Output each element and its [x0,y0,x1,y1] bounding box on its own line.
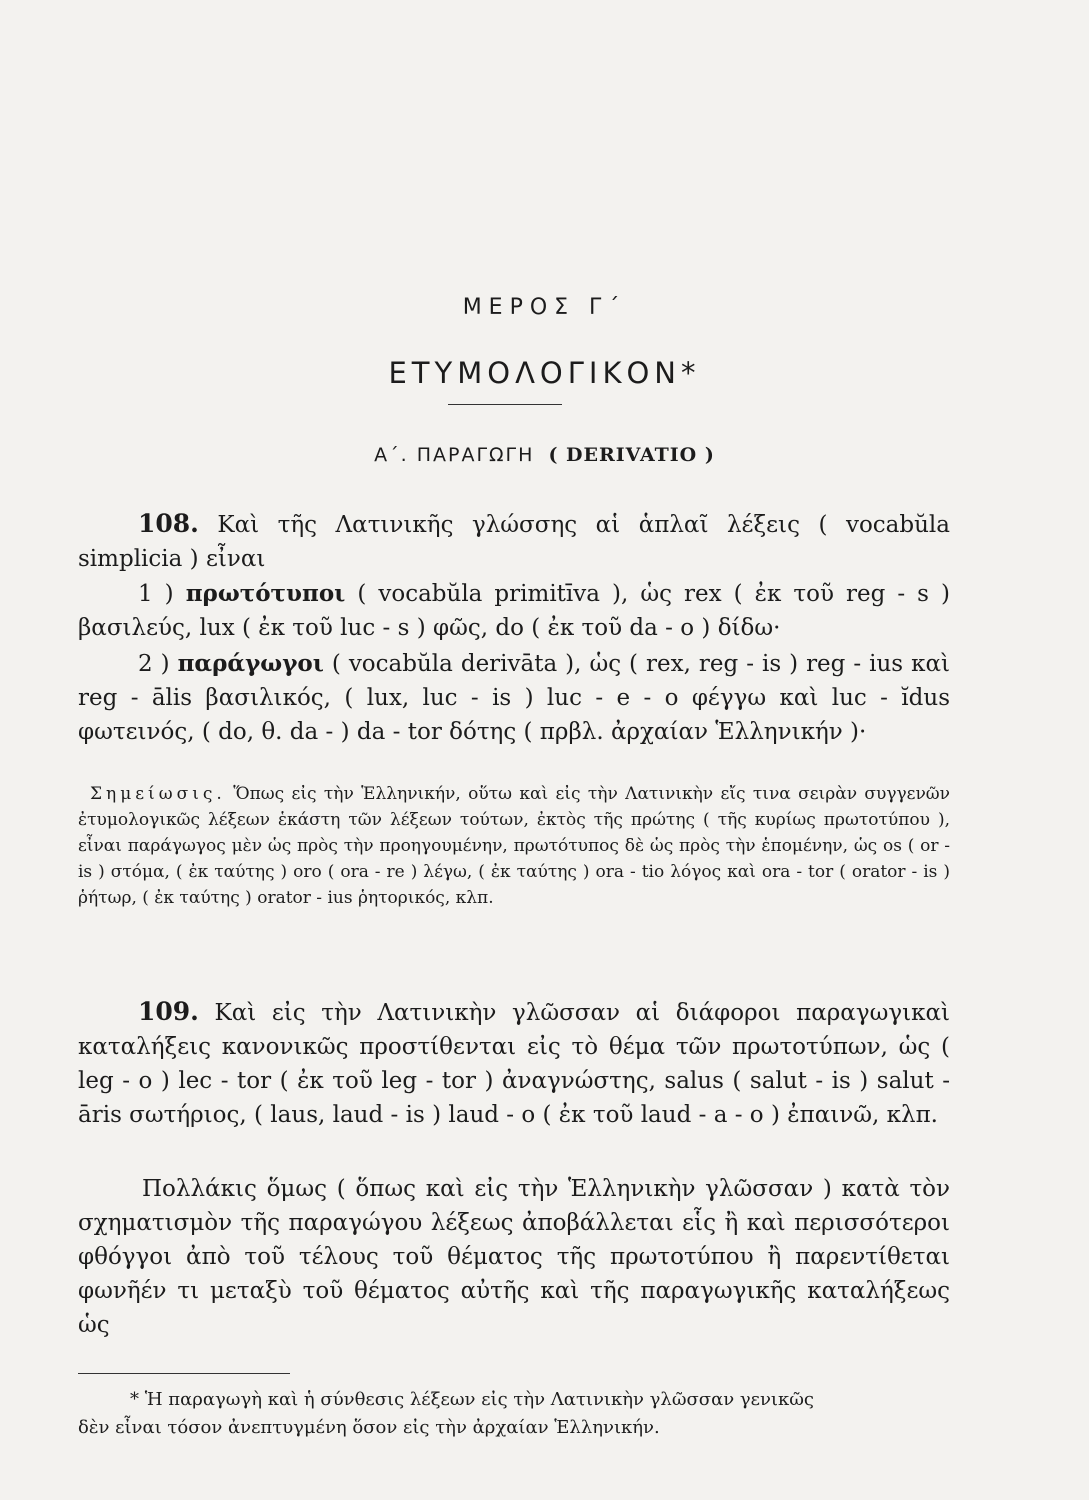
footnote [78,1386,950,1442]
item-term: πρωτότυποι [185,580,346,607]
note-block [78,781,950,911]
item-term: παράγωγοι [177,650,324,677]
paragraph-pollakis [78,1172,950,1342]
section-latin: ( DERIVATIO ) [548,444,715,466]
item-text: ( vocabŭla primitīva ), ὡς rex ( ἐκ τοῦ reg - s ) βασιλεύς, lux ( ἐκ τοῦ luc - s ) φῶς, do ( ἐκ τοῦ da - o ) δίδω· [78,581,951,641]
list-item-derived [78,647,950,749]
footnote-line-1: * Ἡ παραγωγὴ καὶ ἡ σύνθεσις λέξεων εἰς τὴν Λατινικὴν γλῶσσαν γενικῶς [130,1389,814,1410]
item-text: ( vocabŭla derivāta ), ὡς ( rex, reg - is ) reg - ius καὶ reg - ālis βασιλικός, ( lux, luc - is ) luc - e - o φέγγω καὶ luc - ĭdus φωτεινός, ( do, θ. da - ) da - tor δότης ( πρβλ. ἀρχαίαν Ἑλληνικήν )· [78,651,951,745]
list-item-primitive [78,577,950,645]
note-label: Σημείωσις. [90,784,226,804]
chapter-title: ΕΤΥΜΟΛΟΓΙΚΟΝ* [388,356,701,390]
title-rule [448,404,562,405]
part-title: ΜΕΡΟΣ Γ΄ [462,295,627,320]
item-index: 2 ) [138,651,170,677]
section-label: Α΄. ΠΑΡΑΓΩΓΗ [374,444,535,466]
paragraph-108 [78,507,950,576]
note-text: Ὅπως εἰς τὴν Ἑλληνικήν, οὕτω καὶ εἰς τὴν Λατινικὴν εἴς τινα σειρὰν συγγενῶν ἐτυμολογικῶς λέξεων ἑκάστη τῶν λέξεων τούτων, ἐκτὸς τῆς πρώτης ( τῆς κυρίως πρωτοτύπου ), εἶναι παράγωγος μὲν ὡς πρὸς τὴν προηγουμένην, πρωτότυπος δὲ ὡς πρὸς τὴν ἑπομένην, ὡς os ( or - is ) στόμα, ( ἐκ ταύτης ) oro ( ora - re ) λέγω, ( ἐκ ταύτης ) ora - tio λόγος καὶ ora - tor ( orator - is ) ῥήτωρ, ( ἐκ ταύτης ) orator - ius ῥητορικός, κλπ. [78,784,951,908]
item-index: 1 ) [138,581,174,607]
paragraph-number: 108. [138,509,199,538]
section-heading [0,444,1089,466]
paragraph-text: Καὶ τῆς Λατινικῆς γλώσσης αἱ ἁπλαῖ λέξεις ( vocabŭla simplicia ) εἶναι [78,512,950,572]
footnote-rule [78,1373,290,1374]
paragraph-text: Καὶ εἰς τὴν Λατινικὴν γλῶσσαν αἱ διάφοροι παραγωγικαὶ καταλήξεις κανονικῶς προστίθενται εἰς τὸ θέμα τῶν πρωτοτύπων, ὡς ( leg - o ) lec - tor ( ἐκ τοῦ leg - tor ) ἀναγνώστης, salus ( salut - is ) salut - āris σωτήριος, ( laus, laud - is ) laud - o ( ἐκ τοῦ laud - a - o ) ἐπαινῶ, κλπ. [78,1000,951,1128]
paragraph-number: 109. [138,997,199,1026]
footnote-line-2: δὲν εἶναι τόσον ἀνεπτυγμένη ὅσον εἰς τὴν ἀρχαίαν Ἑλληνικήν. [78,1417,660,1438]
paragraph-text: Πολλάκις ὅμως ( ὅπως καὶ εἰς τὴν Ἑλληνικὴν γλῶσσαν ) κατὰ τὸν σχηματισμὸν τῆς παραγώγου λέξεως ἀποβάλλεται εἷς ἢ καὶ περισσότεροι φθόγγοι ἀπὸ τοῦ τέλους τοῦ θέματος τῆς πρωτοτύπου ἢ παρεντίθεται φωνῆέν τι μεταξὺ τοῦ θέματος αὐτῆς καὶ τῆς παραγωγικῆς καταλήξεως ὡς [78,1176,950,1338]
paragraph-109 [78,995,950,1132]
